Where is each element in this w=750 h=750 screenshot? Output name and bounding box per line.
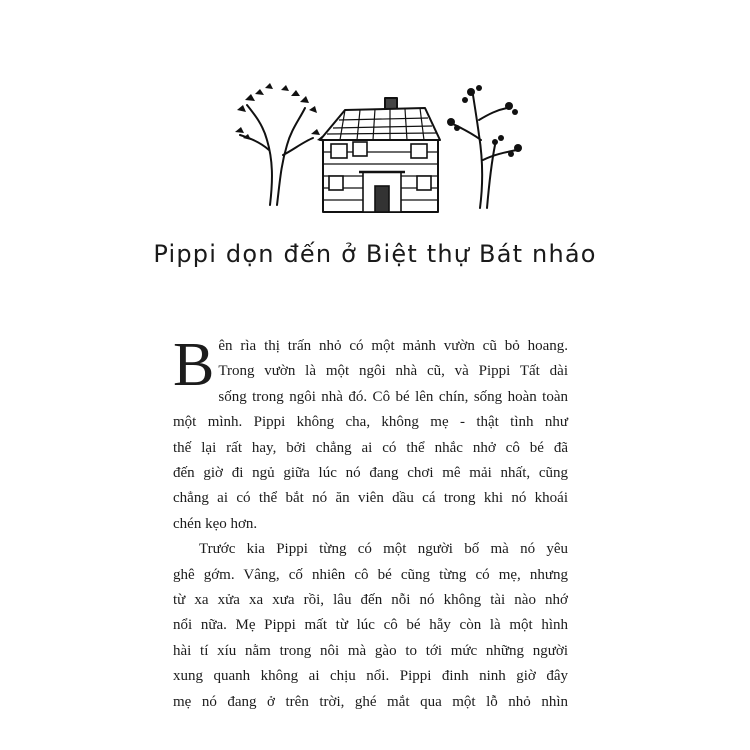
paragraph-1	[173, 331, 568, 537]
text-line: mẹ nó đang ở trên trời, ghé mắt qua một lỗ nhỏ nhìn	[173, 693, 568, 710]
paragraph-2	[173, 537, 568, 715]
chapter-title: Pippi dọn đến ở Biệt thự Bát nháo	[153, 240, 597, 268]
text-line: đến giờ đi ngủ giữa lúc nó đang chơi mê mải nhất, cũng	[173, 465, 568, 482]
text-line: thế lại rất hay, bởi chẳng ai có thể nhắc nhở cô bé đã	[173, 439, 568, 456]
text-line: một mình. Pippi không cha, không mẹ - thật tình như	[173, 414, 568, 431]
text-line: ghê gớm. Vâng, cố nhiên cô bé cũng từng có mẹ, nhưng	[173, 566, 568, 583]
text-line: Trong vườn là một ngôi nhà cũ, và Pippi Tất dài	[218, 363, 568, 380]
text-line: chẳng ai có thể bắt nó ăn viên dầu cá trong khi nó khoái	[173, 490, 568, 507]
drop-cap: B	[173, 331, 215, 399]
body-text	[173, 331, 568, 715]
text-line: hài tí xíu nằm trong nôi mà gào to tới mức những người	[173, 642, 568, 659]
text-line: nổi nữa. Mẹ Pippi mất từ lúc cô bé hẵy còn là một hình	[173, 617, 568, 634]
text-line: từ xa xửa xa xưa rồi, lâu đến nỗi nó không tài nào nhớ	[173, 592, 568, 609]
text-line: Trước kia Pippi từng có một người bố mà nó yêu	[199, 541, 568, 558]
text-line: chén kẹo hơn.	[173, 515, 258, 532]
house-with-trees-icon	[225, 80, 525, 220]
text-line: sống trong ngôi nhà đó. Cô bé lên chín, sống hoàn toàn	[218, 388, 568, 405]
text-line: xung quanh không ai chịu nổi. Pippi đinh ninh giờ đây	[173, 668, 568, 685]
text-line: ên rìa thị trấn nhỏ có một mảnh vườn cũ bỏ hoang.	[218, 338, 568, 354]
